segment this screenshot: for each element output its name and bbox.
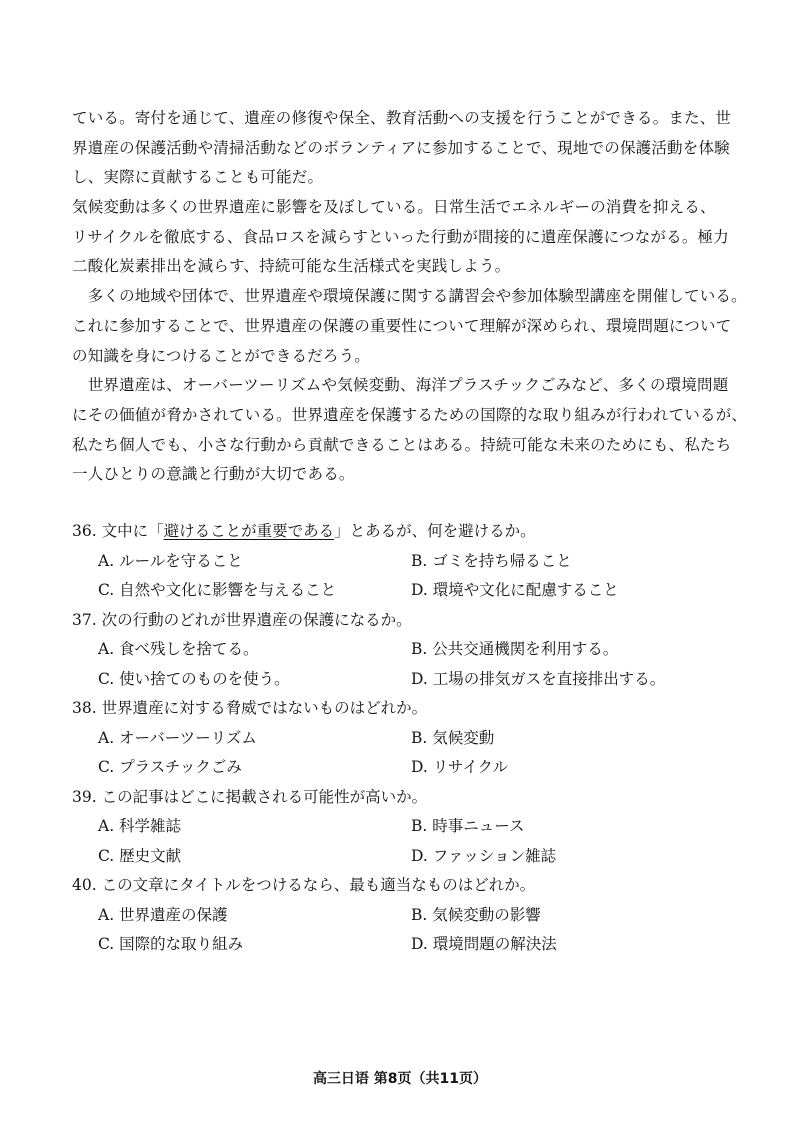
option-a[interactable]: A. 世界遺産の保護	[98, 905, 228, 924]
option-row	[72, 816, 732, 846]
passage-line: 一人ひとりの意識と行動が大切である。	[72, 465, 355, 484]
option-a[interactable]: A. オーバーツーリズム	[98, 728, 257, 747]
passage-line: ている。寄付を通じて、遺産の修復や保全、教育活動への支援を行うことができる。また、世	[72, 109, 732, 127]
passage-line: 二酸化炭素排出を減らす、持続可能な生活様式を実践しよう。	[72, 257, 511, 276]
option-d[interactable]: D. 環境問題の解決法	[411, 935, 557, 953]
question-36	[72, 521, 732, 610]
passage-line: これに参加することで、世界遺産の保護の重要性について理解が深められ、環境問題について	[72, 316, 732, 335]
option-b[interactable]: B. 時事ニュース	[411, 817, 525, 835]
option-a[interactable]: A. 食べ残しを捨てる。	[98, 640, 259, 658]
option-b[interactable]: B. ゴミを持ち帰ること	[411, 551, 572, 570]
passage-line: にその価値が脅かされている。世界遺産を保護するための国際的な取り組みが行われているが、	[72, 405, 748, 424]
option-a[interactable]: A. ルールを守ること	[98, 551, 243, 570]
option-row	[72, 551, 732, 581]
question-37	[72, 610, 732, 699]
option-row	[72, 934, 732, 964]
page-footer: 高三日语 第8页（共11页）	[312, 1071, 488, 1087]
question-39	[72, 787, 732, 876]
option-c[interactable]: C. プラスチックごみ	[98, 758, 242, 776]
option-d[interactable]: D. リサイクル	[411, 758, 509, 776]
option-d[interactable]: D. ファッション雑誌	[411, 846, 557, 865]
question-stem	[72, 521, 732, 551]
question-stem: 37. 次の行動のどれが世界遺産の保護になるか。	[72, 610, 412, 629]
option-d[interactable]: D. 工場の排気ガスを直接排出する。	[411, 669, 666, 688]
passage-line: 私たち個人でも、小さな行動から貢献できることはある。持続可能な未来のためにも、私たち	[72, 435, 732, 454]
option-c[interactable]: C. 使い捨てのものを使う。	[98, 669, 290, 688]
option-b[interactable]: B. 気候変動	[411, 728, 495, 747]
stem-suffix: 」とあるが、何を避けるか。	[334, 522, 536, 540]
passage-line: 世界遺産は、オーバーツーリズムや気候変動、海洋プラスチックごみなど、多くの環境問題	[72, 376, 729, 395]
option-b[interactable]: B. 気候変動の影響	[411, 905, 541, 924]
passage-line: の知識を身につけることができるだろう。	[72, 346, 370, 365]
stem-prefix: 36. 文中に「	[72, 522, 164, 540]
option-row	[72, 669, 732, 699]
passage-line: し、実際に貢献することも可能だ。	[72, 168, 324, 187]
question-stem: 40. この文章にタイトルをつけるなら、最も適当なものはどれか。	[72, 876, 536, 894]
passage-line: リサイクルを徹底する、食品ロスを減らすといった行動が間接的に遺産保護につながる。極力	[72, 227, 729, 246]
option-a[interactable]: A. 科学雑誌	[98, 817, 182, 835]
option-b[interactable]: B. 公共交通機関を利用する。	[411, 640, 619, 658]
reading-passage	[72, 108, 748, 494]
question-38	[72, 698, 732, 787]
option-c[interactable]: C. 国際的な取り組み	[98, 935, 244, 953]
option-row	[72, 728, 732, 758]
option-row	[72, 580, 732, 610]
question-list	[72, 521, 732, 964]
question-40	[72, 875, 732, 964]
option-row	[72, 639, 732, 669]
question-stem: 39. この記事はどこに掲載される可能性が高いか。	[72, 787, 428, 806]
underlined-quote: 避けることが重要である	[163, 522, 335, 540]
option-row	[72, 846, 732, 876]
passage-line: 気候変動は多くの世界遺産に影響を及ぼしている。日常生活でエネルギーの消費を抑える、	[72, 198, 716, 217]
passage-line: 界遺産の保護活動や清掃活動などのボランティアに参加することで、現地での保護活動を体験	[72, 138, 730, 157]
passage-line: 多くの地域や団体で、世界遺産や環境保護に関する講習会や参加体験型講座を開催している。	[72, 287, 747, 306]
option-row	[72, 905, 732, 935]
question-stem: 38. 世界遺産に対する脅威ではないものはどれか。	[72, 699, 428, 717]
option-c[interactable]: C. 自然や文化に影響を与えること	[98, 581, 337, 599]
option-c[interactable]: C. 歴史文献	[98, 846, 182, 865]
option-row	[72, 757, 732, 787]
option-d[interactable]: D. 環境や文化に配慮すること	[411, 581, 619, 599]
